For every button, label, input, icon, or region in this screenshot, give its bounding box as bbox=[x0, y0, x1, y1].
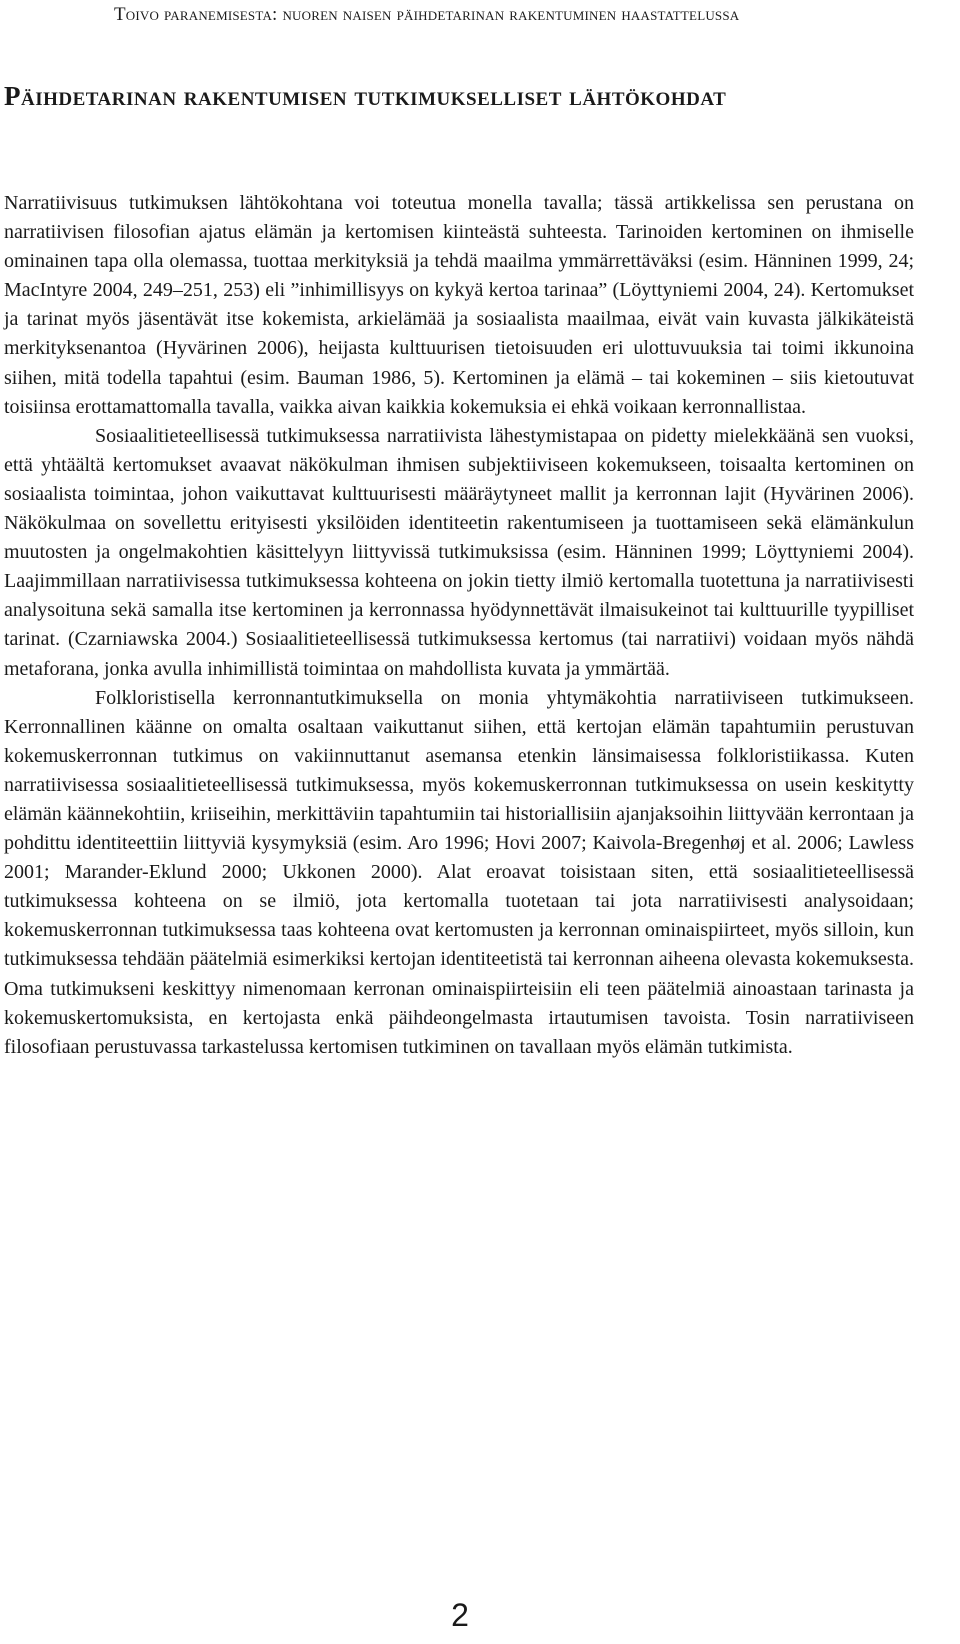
section-title: Päihdetarinan rakentumisen tutkimukselliset lähtökohdat bbox=[4, 81, 727, 111]
paragraph: Folkloristisella kerronnantutkimuksella on monia yhtymäkohtia narratiiviseen tutkimukseen. Kerronnallinen käänne on omalta osaltaan vaikuttanut siihen, että kertojan elämän tapahtumiin perustuvan kokemuskerronnan tutkimus on vakiinnuttanut asemansa etenkin länsimaisessa folkloristiikassa. Kuten narratiivisessa sosiaalitieteellisessä tutkimuksessa, myös kokemuskerronnan tutkimuksessa on usein keskitytty elämän käännekohtiin, kriiseihin, merkittäviin tapahtumiin tai historiallisiin ajanjaksoihin liittyvään kerrontaan ja pohdittu identiteettiin liittyviä kysymyksiä (esim. Aro 1996; Hovi 2007; Kaivola-Bregenhøj et al. 2006; Lawless 2001; Marander-Eklund 2000; Ukkonen 2000). Alat eroavat toisistaan siten, että sosiaalitieteellisessä tutkimuksessa kohteena on se ilmiö, jota kertomalla tuotetaan tai jota narratiivisesti analysoidaan; kokemuskerronnan tutkimuksessa taas kohteena ovat kertomusten ja kerronnan ominaispiirteet, myös silloin, kun tutkimuksessa tehdään päätelmiä esimerkiksi kertojan identiteetistä tai kerronnan aiheena olevasta kokemuksesta. Oma tutkimukseni keskittyy nimenomaan kerronan ominaispiirteisiin eli teen päätelmiä ainoastaan tarinasta ja kokemuskertomuksista, en kertojasta enkä päihdeongelmasta irtautumisen tavoista. Tosin narratiiviseen filosofiaan perustuvassa tarkastelussa kertomisen tutkiminen on tavallaan myös elämän tutkimista. bbox=[4, 686, 914, 1058]
body-text bbox=[4, 189, 914, 1062]
running-header: Toivo paranemisesta: nuoren naisen päihdetarinan rakentuminen haastattelussa bbox=[114, 4, 740, 25]
page-number: 2 bbox=[451, 1597, 469, 1633]
paragraph: Narratiivisuus tutkimuksen lähtökohtana voi toteutua monella tavalla; tässä artikkelissa sen perustana on narratiivisen filosofian ajatus elämän ja kertomisen kiinteästä suhteesta. Tarinoiden kertominen on ihmiselle ominainen tapa olla olemassa, tuottaa merkityksiä ja tehdä maailma ymmärrettäväksi (esim. Hänninen 1999, 24; MacIntyre 2004, 249–251, 253) eli ”inhimillisyys on kykyä kertoa tarinaa” (Löyttyniemi 2004, 24). Kertomukset ja tarinat myös jäsentävät itse kokemista, arkielämää ja sosiaalista maailmaa, eivät vain kuvasta jälkikäteistä merkityksenantoa (Hyvärinen 2006), heijasta kulttuurisen tietoisuuden eri ulottuvuuksia tai toimi ikkunoina siihen, mitä todella tapahtui (esim. Bauman 1986, 5). Kertominen ja elämä – tai kokeminen – siis kietoutuvat toisiinsa erottamattomalla tavalla, vaikka aivan kaikkia kokemuksia ei ehkä voikaan kerronnallistaa. bbox=[4, 192, 914, 418]
paragraph: Sosiaalitieteellisessä tutkimuksessa narratiivista lähestymistapaa on pidetty mielekkäänä sen vuoksi, että yhtäältä kertomukset avaavat näkökulman ihmisen subjektiiviseen kokemukseen, toisaalta kertominen on sosiaalista toimintaa, johon vaikuttavat kulttuurisesti määräytyneet mallit ja kerronnan lajit (Hyvärinen 2006). Näkökulmaa on sovellettu erityisesti yksilöiden identiteetin rakentumiseen ja tuottamiseen sekä elämänkulun muutosten ja ongelmakohtien käsittelyyn liittyvissä tutkimuksissa (esim. Hänninen 1999; Löyttyniemi 2004). Laajimmillaan narratiivisessa tutkimuksessa kohteena on jokin tietty ilmiö kertomalla tuotettuna ja narratiivisesti analysoituna sekä samalla itse kertominen ja kerronnassa hyödynnettävät ilmaisukeinot tai kulttuurille tyypilliset tarinat. (Czarniawska 2004.) Sosiaalitieteellisessä tutkimuksessa kertomus (tai narratiivi) voidaan myös nähdä metaforana, jonka avulla inhimillistä toimintaa on mahdollista kuvata ja ymmärtää. bbox=[4, 424, 914, 680]
